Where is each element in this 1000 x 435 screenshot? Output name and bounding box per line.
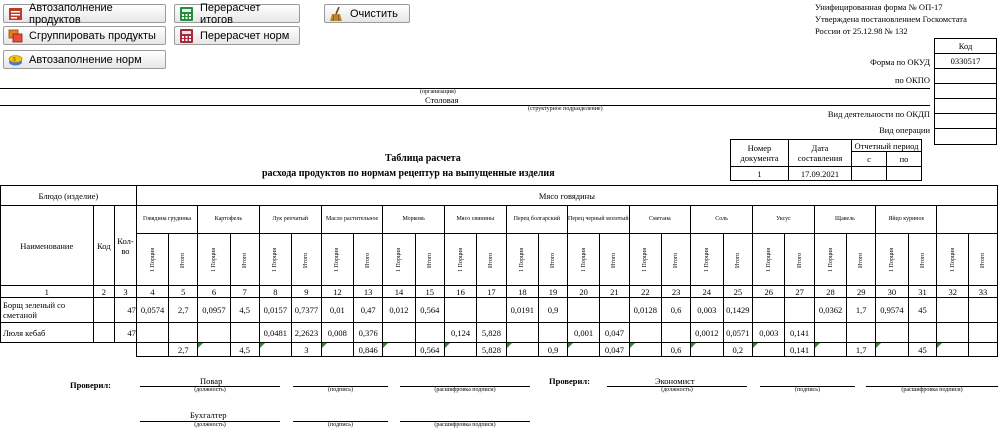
portion-cell[interactable]: 0,0574 — [136, 298, 168, 323]
portion-cell[interactable] — [814, 323, 846, 343]
portion-cell[interactable]: 0,124 — [444, 323, 476, 343]
column-number: 27 — [785, 286, 814, 298]
total-cell[interactable]: 0,141 — [785, 323, 814, 343]
title-line2: расхода продуктов по нормам рецептур на выпущенные изделия — [262, 168, 555, 179]
totals-cell: 0,564 — [415, 343, 444, 357]
column-number: 23 — [662, 286, 691, 298]
autofill-norms-label: Автозаполнение норм — [29, 53, 142, 66]
product-header: Соль — [691, 206, 753, 234]
portion-cell[interactable]: 0,0012 — [691, 323, 723, 343]
portion-subheader — [568, 234, 600, 286]
column-number: 3 — [115, 286, 137, 298]
portion-label: 1 Порция — [395, 247, 402, 272]
totals-cell: 3 — [292, 343, 322, 357]
position-1-caption: (должность) — [194, 387, 226, 393]
division-line — [0, 105, 930, 106]
total-cell[interactable]: 0,376 — [353, 323, 382, 343]
totals-spacer — [1, 343, 94, 357]
total-cell[interactable]: 0,7377 — [292, 298, 322, 323]
totals-cell — [876, 343, 908, 357]
portion-label: 1 Порция — [703, 247, 710, 272]
clear-button[interactable] — [324, 4, 410, 23]
blank-code-2 — [935, 99, 996, 114]
column-number: 1 — [1, 286, 94, 298]
checked-label-2: Проверил: — [549, 376, 590, 386]
doc-date-label: Дата составления — [789, 140, 852, 167]
column-number: 24 — [691, 286, 723, 298]
total-label: Итого — [426, 251, 433, 268]
total-subheader — [662, 234, 691, 286]
product-header: Говядина грудинка — [136, 206, 197, 234]
total-cell[interactable] — [847, 323, 876, 343]
dish-qty[interactable]: 47 — [115, 323, 137, 343]
column-number: 5 — [169, 286, 198, 298]
total-cell[interactable]: 1,7 — [847, 298, 876, 323]
total-cell[interactable] — [477, 298, 506, 323]
portion-cell[interactable]: 0,0128 — [629, 298, 661, 323]
portion-cell[interactable]: 0,0157 — [259, 298, 291, 323]
portion-label: 1 Порция — [457, 247, 464, 272]
signature-2-caption: (подпись) — [795, 387, 820, 393]
total-cell[interactable] — [908, 323, 937, 343]
division-caption: (структурное подразделение) — [528, 106, 603, 112]
decode-3-caption: (расшифровка подписи) — [434, 422, 496, 428]
column-number: 16 — [444, 286, 476, 298]
product-header: Перец черный молотый — [568, 206, 630, 234]
position-2: Экономист — [655, 376, 695, 386]
portion-subheader — [876, 234, 908, 286]
period-label: Отчетный период — [852, 140, 922, 152]
position-2-caption: (должность) — [661, 387, 693, 393]
portion-cell[interactable]: 0,008 — [321, 323, 353, 343]
total-subheader — [785, 234, 814, 286]
calculator-red-icon — [179, 29, 194, 43]
portion-cell[interactable] — [629, 323, 661, 343]
column-number: 28 — [814, 286, 846, 298]
totals-cell — [969, 343, 998, 357]
dish-header: Блюдо (изделие) — [1, 186, 137, 206]
portion-subheader — [629, 234, 661, 286]
total-cell[interactable] — [969, 298, 998, 323]
broom-icon — [329, 7, 344, 21]
okud-label: Форма по ОКУД — [870, 57, 930, 67]
product-header: Сметана — [629, 206, 690, 234]
portion-subheader — [506, 234, 538, 286]
totals-cell — [691, 343, 723, 357]
org-line — [0, 88, 930, 89]
total-label: Итого — [858, 251, 865, 268]
group-products-button[interactable] — [3, 26, 166, 45]
totals-cell — [321, 343, 353, 357]
portion-label: 1 Порция — [642, 247, 649, 272]
column-number: 20 — [568, 286, 600, 298]
total-subheader — [969, 234, 998, 286]
totals-cell — [568, 343, 600, 357]
portion-label: 1 Порция — [888, 247, 895, 272]
clear-label: Очистить — [350, 7, 398, 20]
totals-cell: 0,141 — [785, 343, 814, 357]
portion-cell[interactable]: 0,01 — [321, 298, 353, 323]
portion-cell[interactable] — [937, 323, 969, 343]
dish-code[interactable] — [93, 323, 115, 343]
portion-subheader — [444, 234, 476, 286]
column-number: 2 — [93, 286, 115, 298]
operation-value — [935, 129, 996, 144]
total-cell[interactable] — [662, 323, 691, 343]
totals-cell: 0,846 — [353, 343, 382, 357]
total-cell[interactable]: 2,2623 — [292, 323, 322, 343]
total-cell[interactable]: 0,47 — [353, 298, 382, 323]
group-header: Мясо говядины — [136, 186, 997, 206]
column-number: 8 — [259, 286, 291, 298]
portion-cell[interactable]: 0,9574 — [876, 298, 908, 323]
total-label: Итого — [673, 251, 680, 268]
product-header: Лук репчатый — [259, 206, 321, 234]
total-cell[interactable] — [785, 298, 814, 323]
total-label: Итого — [734, 251, 741, 268]
portion-cell[interactable] — [753, 298, 785, 323]
total-label: Итого — [488, 251, 495, 268]
okpo-label: по ОКПО — [894, 75, 930, 85]
product-header: Яйцо куриное — [876, 206, 937, 234]
totals-spacer — [115, 343, 137, 357]
code-header: Код — [935, 39, 996, 54]
total-subheader — [847, 234, 876, 286]
column-number: 6 — [198, 286, 230, 298]
portion-subheader — [198, 234, 230, 286]
okdp-value — [935, 114, 996, 129]
total-label: Итого — [365, 251, 372, 268]
okdp-label: Вид деятельности по ОКДП — [827, 109, 930, 119]
column-number: 19 — [539, 286, 568, 298]
portion-cell[interactable] — [198, 323, 230, 343]
column-number: 26 — [753, 286, 785, 298]
totals-cell — [814, 343, 846, 357]
total-cell[interactable] — [415, 323, 444, 343]
totals-cell — [937, 343, 969, 357]
column-number: 29 — [847, 286, 876, 298]
product-header: Перец болгарский — [506, 206, 567, 234]
column-number: 32 — [937, 286, 969, 298]
total-label: Итого — [611, 251, 618, 268]
dish-qty[interactable]: 47 — [115, 298, 137, 323]
period-from-label: с — [852, 152, 887, 167]
totals-cell — [136, 343, 168, 357]
total-label: Итого — [796, 251, 803, 268]
product-header: Щавель — [814, 206, 875, 234]
autofill-products-label: Автозаполнение продуктов — [29, 1, 113, 26]
totals-cell — [629, 343, 661, 357]
position-3-caption: (должность) — [194, 422, 226, 428]
form-approval-date: России от 25.12.98 № 132 — [815, 26, 908, 36]
calc-table — [0, 185, 998, 357]
portion-subheader — [383, 234, 415, 286]
product-header — [937, 206, 998, 234]
product-header: Уксус — [753, 206, 815, 234]
doc-date: 17.09.2021 — [789, 167, 852, 181]
portion-cell[interactable] — [568, 298, 600, 323]
column-number: 7 — [230, 286, 259, 298]
blank-code — [935, 84, 996, 99]
okpo-value — [935, 69, 996, 84]
portion-cell[interactable]: 0,003 — [753, 323, 785, 343]
totals-cell — [259, 343, 291, 357]
total-subheader — [169, 234, 198, 286]
portion-cell[interactable] — [937, 298, 969, 323]
total-cell[interactable] — [969, 323, 998, 343]
dish-name: Борщ зеленый со сметаной — [1, 298, 94, 323]
totals-cell: 2,7 — [169, 343, 198, 357]
column-number: 22 — [629, 286, 661, 298]
name-header: Наименование — [1, 206, 94, 286]
form-approval: Утверждена постановлением Госкомстата — [815, 14, 967, 24]
column-number: 30 — [876, 286, 908, 298]
signature-1-caption: (подпись) — [328, 387, 353, 393]
decode-2-caption: (расшифровка подписи) — [901, 387, 963, 393]
portion-cell[interactable] — [506, 323, 538, 343]
org-caption: (организация) — [420, 89, 456, 95]
total-label: Итого — [303, 251, 310, 268]
totals-cell — [444, 343, 476, 357]
table-row — [1, 323, 998, 343]
recalc-totals-button[interactable] — [174, 1, 300, 26]
totals-cell: 0,6 — [662, 343, 691, 357]
portion-subheader — [814, 234, 846, 286]
total-subheader — [539, 234, 568, 286]
column-number: 18 — [506, 286, 538, 298]
table-row — [1, 298, 998, 323]
product-header: Морковь — [383, 206, 445, 234]
doc-number-label: Номер документа — [731, 140, 789, 167]
recalc-totals-label: Перерасчет итогов — [200, 1, 261, 26]
total-cell[interactable]: 0,047 — [600, 323, 629, 343]
totals-cell — [383, 343, 415, 357]
portion-subheader — [136, 234, 168, 286]
decode-1-caption: (расшифровка подписи) — [434, 387, 496, 393]
group-icon — [8, 29, 23, 43]
totals-cell: 1,7 — [847, 343, 876, 357]
column-number: 17 — [477, 286, 506, 298]
portion-cell[interactable]: 0,012 — [383, 298, 415, 323]
column-number: 25 — [723, 286, 753, 298]
svg-text:$: $ — [13, 56, 16, 63]
position-3: Бухгалтер — [190, 410, 227, 420]
period-from — [852, 167, 887, 181]
code-header: Код — [93, 206, 115, 286]
total-subheader — [230, 234, 259, 286]
total-cell[interactable] — [230, 323, 259, 343]
autofill-products-button[interactable] — [3, 1, 166, 26]
column-number: 13 — [353, 286, 382, 298]
totals-cell: 45 — [908, 343, 937, 357]
portion-subheader — [259, 234, 291, 286]
title-line1: Таблица расчета — [385, 153, 461, 164]
doc-number: 1 — [731, 167, 789, 181]
portion-cell[interactable]: 0,0191 — [506, 298, 538, 323]
column-number: 9 — [292, 286, 322, 298]
total-cell[interactable] — [539, 323, 568, 343]
totals-cell: 4,5 — [230, 343, 259, 357]
portion-label: 1 Порция — [827, 247, 834, 272]
totals-cell — [506, 343, 538, 357]
total-subheader — [723, 234, 753, 286]
totals-cell: 5,828 — [477, 343, 506, 357]
product-header: Масло растительное — [321, 206, 383, 234]
column-number: 21 — [600, 286, 629, 298]
portion-cell[interactable] — [383, 323, 415, 343]
total-cell[interactable] — [600, 298, 629, 323]
form-name: Унифицированная форма № ОП-17 — [815, 2, 943, 12]
total-cell[interactable]: 4,5 — [230, 298, 259, 323]
total-label: Итого — [241, 251, 248, 268]
total-subheader — [415, 234, 444, 286]
column-number: 31 — [908, 286, 937, 298]
total-subheader — [908, 234, 937, 286]
portion-label: 1 Порция — [580, 247, 587, 272]
position-1: Повар — [200, 376, 223, 386]
doc-info-table — [730, 139, 922, 181]
period-to — [887, 167, 922, 181]
portion-cell[interactable]: 0,0362 — [814, 298, 846, 323]
portion-cell[interactable]: 0,0957 — [198, 298, 230, 323]
org-value: Столовая — [425, 95, 459, 105]
portion-label: 1 Порция — [334, 247, 341, 272]
checked-label-1: Проверил: — [70, 380, 111, 390]
total-cell[interactable] — [169, 323, 198, 343]
portion-cell[interactable]: 0,003 — [691, 298, 723, 323]
code-box — [934, 38, 997, 145]
total-cell[interactable]: 0,1429 — [723, 298, 753, 323]
list-icon — [8, 7, 23, 21]
portion-subheader — [753, 234, 785, 286]
total-label: Итого — [919, 251, 926, 268]
portion-cell[interactable] — [876, 323, 908, 343]
total-subheader — [292, 234, 322, 286]
total-label: Итого — [980, 251, 986, 268]
total-subheader — [477, 234, 506, 286]
autofill-norms-button[interactable] — [3, 50, 166, 69]
signature-3-caption: (подпись) — [328, 422, 353, 428]
totals-spacer — [93, 343, 115, 357]
portion-cell[interactable]: 0,0481 — [259, 323, 291, 343]
group-products-label: Сгруппировать продукты — [29, 29, 156, 42]
period-to-label: по — [887, 152, 922, 167]
total-label: Итого — [550, 251, 557, 268]
total-cell[interactable]: 0,564 — [415, 298, 444, 323]
dish-name: Люля кебаб — [1, 323, 94, 343]
total-cell[interactable]: 0,9 — [539, 298, 568, 323]
portion-subheader — [321, 234, 353, 286]
total-cell[interactable]: 0,6 — [662, 298, 691, 323]
total-cell[interactable]: 0,0571 — [723, 323, 753, 343]
column-number: 4 — [136, 286, 168, 298]
product-header: Мясо свинины — [444, 206, 506, 234]
portion-label: 1 Порция — [765, 247, 772, 272]
okud-value: 0330517 — [935, 54, 996, 69]
calculator-icon — [179, 7, 194, 21]
portion-label: 1 Порция — [210, 247, 217, 272]
coins-icon — [8, 53, 23, 67]
dish-code[interactable] — [93, 298, 115, 323]
total-subheader — [353, 234, 382, 286]
total-cell[interactable]: 45 — [908, 298, 937, 323]
qty-header: Кол-во — [115, 206, 137, 286]
portion-label: 1 Порция — [519, 247, 526, 272]
column-number: 14 — [383, 286, 415, 298]
portion-cell[interactable] — [444, 298, 476, 323]
column-number: 33 — [969, 286, 998, 298]
column-number: 15 — [415, 286, 444, 298]
totals-cell: 0,9 — [539, 343, 568, 357]
portion-label: 1 Порция — [272, 247, 279, 272]
portion-cell[interactable]: 0,001 — [568, 323, 600, 343]
recalc-norms-label: Перерасчет норм — [200, 29, 290, 42]
total-cell[interactable]: 2,7 — [169, 298, 198, 323]
product-header: Картофель — [198, 206, 259, 234]
recalc-norms-button[interactable] — [174, 26, 300, 45]
portion-label: 1 Порция — [949, 247, 956, 272]
totals-cell: 0,047 — [600, 343, 629, 357]
portion-label: 1 Порция — [149, 247, 156, 272]
totals-cell — [753, 343, 785, 357]
column-number: 12 — [321, 286, 353, 298]
portion-subheader — [937, 234, 969, 286]
portion-subheader — [691, 234, 723, 286]
operation-label: Вид операции — [879, 125, 930, 135]
totals-cell: 0,2 — [723, 343, 753, 357]
portion-cell[interactable] — [136, 323, 168, 343]
total-label: Итого — [180, 251, 187, 268]
totals-cell — [198, 343, 230, 357]
total-cell[interactable]: 5,828 — [477, 323, 506, 343]
total-subheader — [600, 234, 629, 286]
